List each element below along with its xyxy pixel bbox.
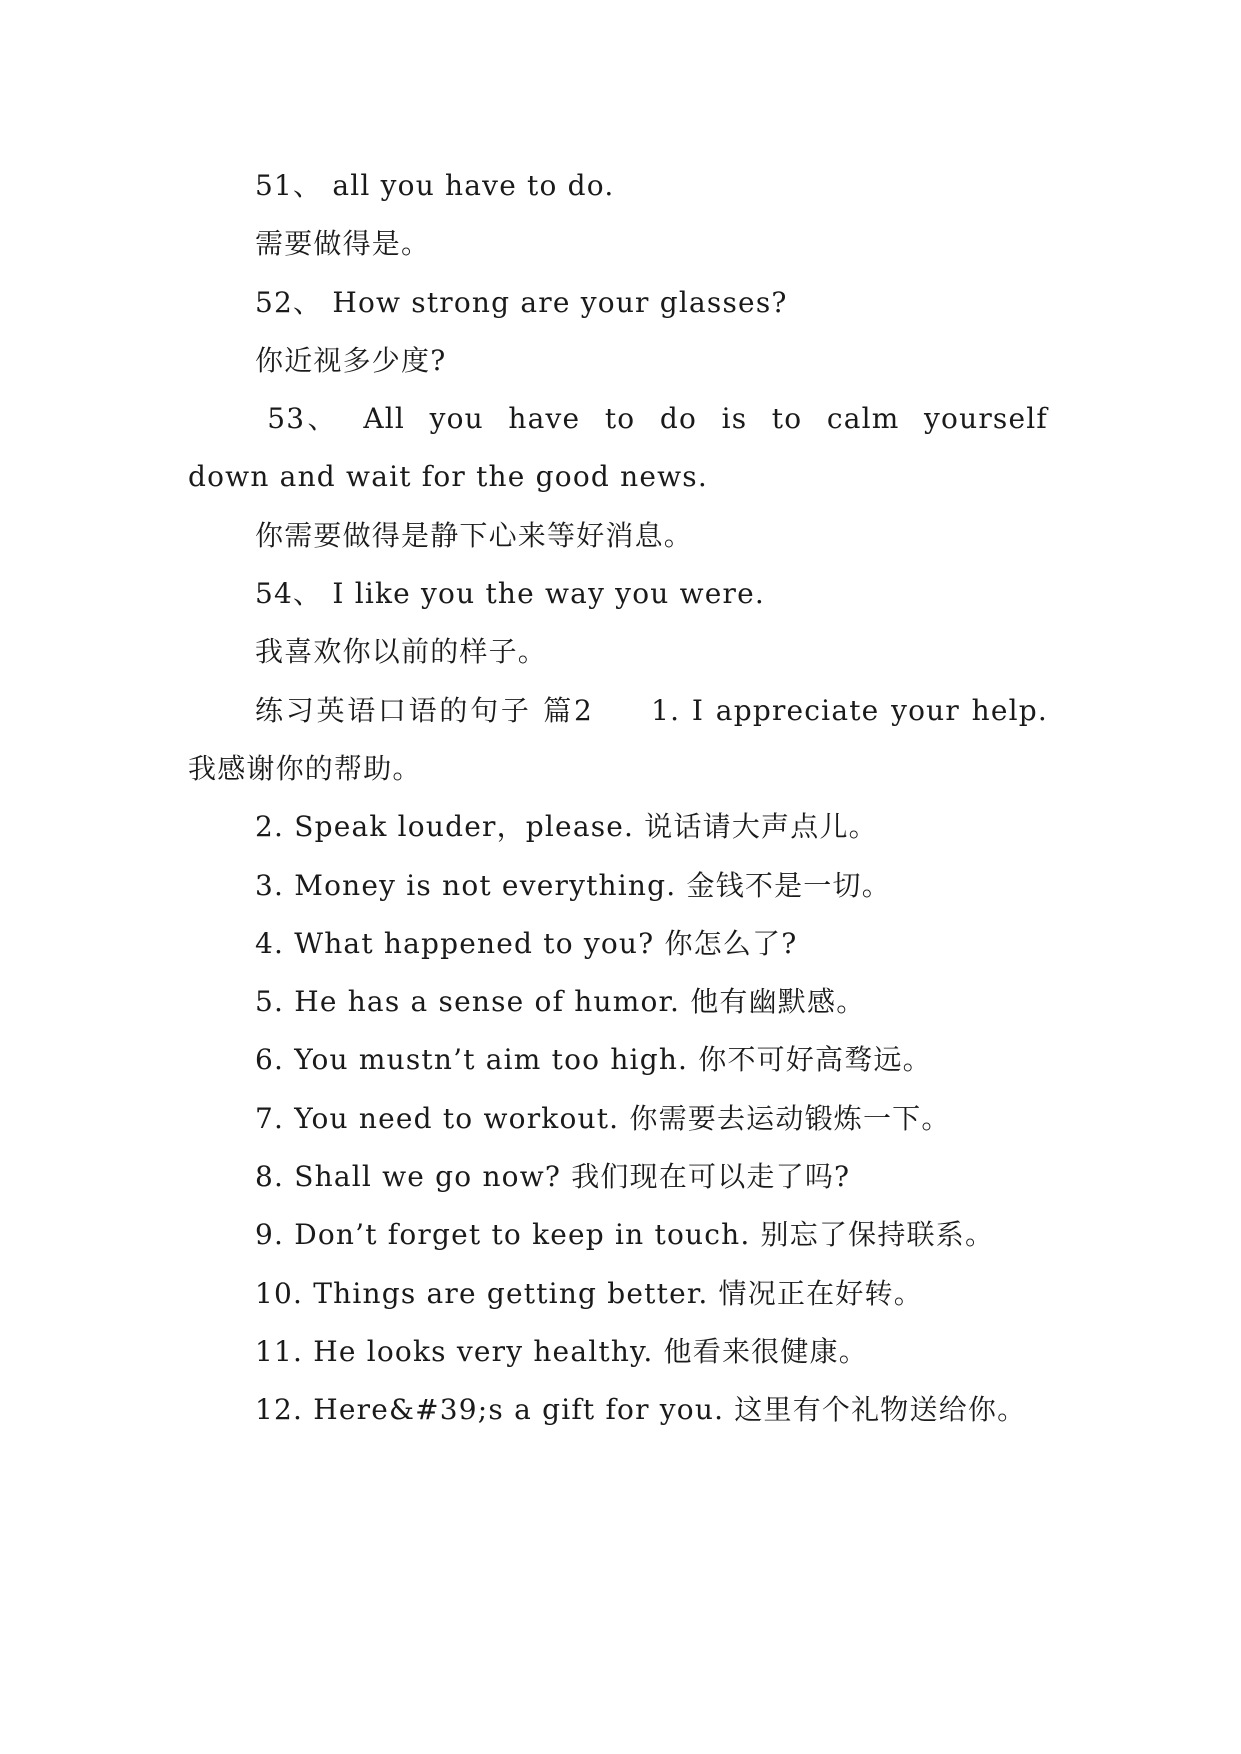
paragraph-53-zh: 你需要做得是静下心来等好消息。: [255, 518, 694, 552]
paragraph-52-en: 52、 How strong are your glasses?: [255, 285, 788, 319]
section-heading-part-2: 练习英语口语的句子 篇2 1. I appreciate your help. 我感谢你的帮助。: [188, 693, 1059, 785]
sentence-item: 7. You need to workout. 你需要去运动锻炼一下。: [255, 1101, 951, 1135]
document-body: [188, 157, 1059, 1440]
paragraph-51-zh: 需要做得是。: [255, 227, 431, 261]
sentence-item: 11. He looks very healthy. 他看来很健康。: [255, 1334, 868, 1368]
paragraph-54-zh: 我喜欢你以前的样子。: [255, 635, 548, 669]
sentence-item: 3. Money is not everything. 金钱不是一切。: [255, 868, 891, 902]
sentence-item: 4. What happened to you? 你怎么了?: [255, 926, 798, 960]
sentence-item: 9. Don’t forget to keep in touch. 别忘了保持联系。: [255, 1218, 995, 1252]
paragraph-51-en: 51、 all you have to do.: [255, 169, 615, 202]
sentence-item: 12. Here&#39;s a gift for you. 这里有个礼物送给你。: [255, 1393, 1027, 1427]
sentence-item: 6. You mustn’t aim too high. 你不可好高骛远。: [255, 1043, 932, 1077]
sentence-item: 8. Shall we go now? 我们现在可以走了吗?: [255, 1160, 851, 1194]
sentence-item: 2. Speak louder，please. 说话请大声点儿。: [255, 810, 878, 844]
paragraph-54-en: 54、 I like you the way you were.: [255, 577, 765, 611]
sentence-item: 5. He has a sense of humor. 他有幽默感。: [255, 985, 866, 1019]
paragraph-53-en: 53、 All you have to do is to calm yourself down and wait for the good news.: [188, 402, 1059, 494]
paragraph-52-zh: 你近视多少度?: [255, 343, 447, 377]
sentence-item: 10. Things are getting better. 情况正在好转。: [255, 1276, 923, 1310]
